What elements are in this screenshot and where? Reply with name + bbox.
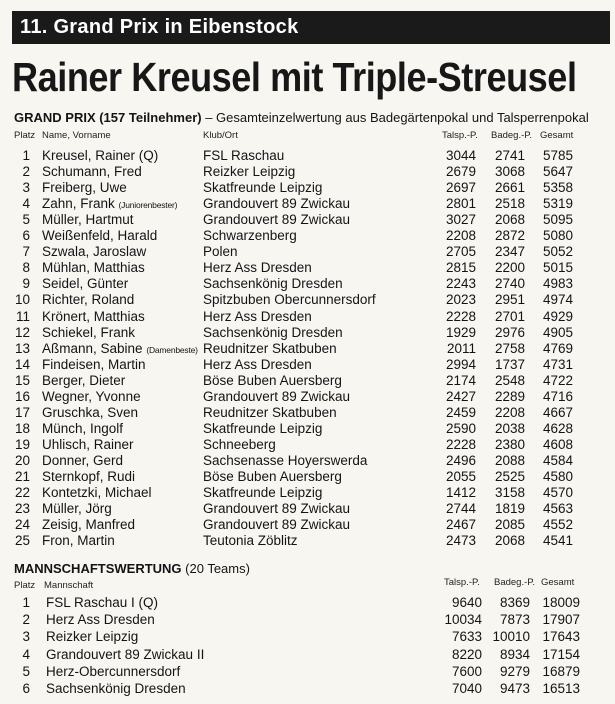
team-col-place: Platz	[14, 580, 36, 591]
row-name	[42, 211, 134, 228]
gp-col-tals: Talsp.-P.	[442, 130, 478, 141]
row-club: Reudnitzer Skatbuben	[203, 404, 337, 420]
row-total: 17643	[542, 629, 580, 645]
row-tals: 2174	[445, 372, 476, 388]
row-place: 17	[14, 404, 30, 420]
row-name-text: Richter, Roland	[42, 292, 135, 308]
table-row	[0, 179, 615, 196]
row-name	[42, 324, 135, 341]
row-name-text: Müller, Hartmut	[42, 212, 134, 228]
row-total: 4974	[542, 292, 573, 308]
table-row	[0, 291, 615, 308]
row-name-text: Uhlisch, Rainer	[42, 436, 134, 452]
row-place: 6	[22, 228, 30, 244]
row-name-text: Zeisig, Manfred	[42, 517, 136, 533]
row-bade: 2661	[494, 180, 525, 196]
gp-col-name: Name, Vorname	[42, 130, 111, 141]
table-row	[0, 500, 615, 517]
row-bade: 2208	[494, 404, 525, 420]
row-bade: 10010	[492, 629, 530, 645]
row-place: 5	[22, 663, 30, 679]
row-bade: 2068	[494, 212, 525, 228]
row-club: Grandouvert 89 Zwickau	[203, 517, 351, 533]
row-tals: 2243	[445, 276, 476, 292]
row-name	[42, 227, 157, 244]
row-club: Reizker Leipzig	[203, 164, 296, 180]
row-team: FSL Raschau I (Q)	[46, 595, 159, 610]
row-place: 13	[14, 340, 30, 356]
row-club: Polen	[203, 244, 238, 260]
table-row	[0, 646, 615, 663]
row-tals: 2055	[445, 469, 476, 484]
row-club: Sachsenasse Hoyerswerda	[203, 452, 368, 468]
table-row	[0, 468, 615, 485]
row-name	[42, 147, 158, 164]
row-name	[42, 500, 112, 517]
row-tals: 2744	[445, 501, 476, 517]
row-bade: 2701	[494, 308, 525, 324]
section-banner: 11. Grand Prix in Eibenstock	[12, 11, 610, 44]
gp-col-bade: Badeg.-P.	[491, 130, 533, 141]
row-total: 5095	[542, 212, 573, 228]
row-name	[42, 372, 125, 389]
table-row	[0, 211, 615, 228]
row-name-text: Schiekel, Frank	[42, 324, 136, 340]
row-bade: 2289	[494, 388, 525, 404]
row-total: 16879	[542, 663, 580, 679]
row-bade: 2088	[494, 452, 525, 468]
row-tals: 1412	[445, 485, 476, 501]
table-row	[0, 404, 615, 421]
row-bade: 2068	[494, 533, 525, 549]
row-name-text: Sternkopf, Rudi	[42, 469, 136, 484]
row-club: Sachsenkönig Dresden	[203, 276, 343, 292]
row-club: Sachsenkönig Dresden	[203, 324, 343, 340]
row-name-text: Fron, Martin	[42, 533, 115, 549]
row-tals: 2467	[445, 517, 476, 533]
row-name-text: Kontetzki, Michael	[42, 485, 152, 501]
row-bade: 8934	[499, 646, 530, 662]
table-row	[0, 388, 615, 405]
row-total: 5052	[542, 244, 573, 260]
row-total: 4541	[542, 533, 573, 549]
row-tals: 2496	[445, 452, 476, 468]
table-row	[0, 356, 615, 373]
row-bade: 3068	[494, 164, 525, 180]
row-total: 4628	[542, 420, 573, 436]
row-place: 12	[14, 324, 30, 340]
row-tals: 2011	[446, 340, 476, 356]
table-row	[0, 436, 615, 453]
row-name	[42, 291, 134, 308]
row-bade: 7873	[499, 612, 530, 628]
row-tals: 2994	[445, 356, 476, 372]
team-col-team: Mannschaft	[44, 580, 94, 591]
row-note: (Damenbeste)	[146, 344, 198, 355]
row-total: 4584	[542, 452, 573, 468]
row-place: 5	[22, 212, 30, 228]
row-name-text: Wegner, Yvonne	[42, 388, 141, 404]
row-total: 5647	[542, 164, 573, 180]
table-row	[0, 147, 615, 164]
row-place: 3	[22, 629, 30, 645]
row-tals: 2228	[445, 436, 476, 452]
row-name-text: Kreusel, Rainer (Q)	[42, 148, 159, 163]
row-bade: 2085	[494, 517, 525, 533]
row-bade: 2200	[494, 260, 525, 276]
team-title-bold: MANNSCHAFTSWERTUNG	[14, 561, 182, 576]
row-club: Herz Ass Dresden	[203, 356, 312, 372]
row-club: Grandouvert 89 Zwickau	[203, 501, 351, 517]
row-bade: 1737	[494, 356, 525, 372]
row-tals: 2228	[445, 308, 476, 324]
row-total: 17907	[542, 612, 580, 628]
row-tals: 2427	[445, 388, 476, 404]
row-place: 18	[14, 420, 30, 436]
table-row	[0, 420, 615, 437]
row-tals: 2590	[445, 420, 476, 436]
row-bade: 2951	[494, 292, 525, 308]
row-place: 25	[14, 533, 30, 549]
row-place: 20	[14, 452, 30, 468]
row-bade: 2347	[494, 244, 525, 260]
row-place: 10	[14, 292, 30, 308]
row-club: Skatfreunde Leipzig	[203, 180, 323, 196]
row-name	[42, 532, 115, 549]
row-bade: 3158	[494, 485, 525, 501]
row-name	[42, 420, 123, 437]
table-row	[0, 484, 615, 501]
row-place: 21	[14, 469, 30, 484]
row-total: 4570	[542, 485, 573, 501]
row-tals: 7633	[451, 629, 482, 645]
team-col-total: Gesamt	[541, 577, 575, 588]
row-bade: 2038	[494, 420, 525, 436]
row-name	[42, 356, 146, 373]
row-tals: 2697	[445, 180, 476, 196]
row-tals: 7600	[451, 663, 482, 679]
row-bade: 2548	[494, 372, 525, 388]
row-place: 4	[22, 646, 30, 662]
row-tals: 2208	[445, 228, 476, 244]
row-total: 17154	[542, 646, 580, 662]
row-club: Herz Ass Dresden	[203, 308, 312, 324]
row-name	[42, 259, 145, 276]
row-tals: 8220	[451, 646, 482, 662]
table-row	[0, 452, 615, 469]
row-bade: 2525	[494, 469, 525, 484]
row-club: Skatfreunde Leipzig	[203, 485, 323, 501]
row-name	[42, 308, 145, 325]
row-name-text: Szwala, Jaroslaw	[42, 244, 147, 260]
row-tals: 2679	[445, 164, 476, 180]
row-name-text: Zahn, Frank	[42, 196, 115, 212]
row-name	[42, 468, 135, 485]
table-row	[0, 372, 615, 389]
row-bade: 9279	[499, 663, 530, 679]
row-tals: 2473	[445, 533, 476, 549]
row-name-text: Gruschka, Sven	[42, 404, 139, 420]
row-name-text: Münch, Ingolf	[42, 420, 124, 436]
row-team: Herz-Obercunnersdorf	[46, 663, 181, 679]
row-tals: 3044	[445, 148, 476, 163]
row-name-text: Krönert, Matthias	[42, 308, 145, 324]
row-name-text: Findeisen, Martin	[42, 356, 146, 372]
table-row	[0, 227, 615, 244]
row-name-text: Freiberg, Uwe	[42, 180, 127, 196]
table-row	[0, 532, 615, 549]
row-tals: 2459	[445, 404, 476, 420]
row-place: 2	[22, 164, 30, 180]
row-name-text: Schumann, Fred	[42, 164, 142, 180]
row-total: 5358	[542, 180, 573, 196]
row-total: 4731	[542, 356, 573, 372]
row-total: 5080	[542, 228, 573, 244]
row-note: (Juniorenbester)	[118, 200, 178, 211]
table-row	[0, 195, 615, 212]
table-row	[0, 275, 615, 292]
table-row	[0, 324, 615, 341]
row-tals: 9640	[451, 595, 482, 610]
row-total: 4667	[542, 404, 573, 420]
row-tals: 3027	[445, 212, 476, 228]
gp-title-rest: – Gesamteinzelwertung aus Badegärtenpokal und Talsperrenpokal	[201, 110, 589, 125]
row-total: 4716	[542, 388, 573, 404]
row-place: 3	[22, 180, 30, 196]
row-place: 22	[14, 485, 30, 501]
row-place: 24	[14, 517, 30, 533]
row-place: 1	[22, 595, 30, 610]
team-col-tals: Talsp.-P.	[444, 577, 480, 588]
row-club: Herz Ass Dresden	[203, 260, 312, 276]
row-total: 4722	[542, 372, 573, 388]
row-tals: 10034	[444, 612, 482, 628]
row-total: 4580	[542, 469, 573, 484]
row-total: 4563	[542, 501, 573, 517]
row-name	[42, 516, 135, 533]
gp-section-title	[14, 110, 589, 125]
row-club: FSL Raschau	[203, 148, 285, 163]
row-team: Reizker Leipzig	[46, 629, 139, 645]
row-total: 18009	[542, 595, 580, 610]
team-col-bade: Badeg.-P.	[494, 577, 536, 588]
row-bade: 2741	[494, 148, 525, 163]
row-total: 5015	[542, 260, 573, 276]
row-place: 14	[14, 356, 30, 372]
row-tals: 2801	[445, 196, 476, 212]
row-name-text: Donner, Gerd	[42, 452, 124, 468]
table-row	[0, 259, 615, 276]
row-club: Schneeberg	[203, 436, 276, 452]
table-row	[0, 516, 615, 533]
row-club: Schwarzenberg	[203, 228, 297, 244]
gp-title-bold: GRAND PRIX (157 Teilnehmer)	[14, 110, 202, 125]
gp-col-place: Platz	[14, 130, 36, 141]
row-name-text: Mühlan, Matthias	[42, 260, 145, 276]
table-row	[0, 611, 615, 628]
table-row	[0, 163, 615, 180]
row-name	[42, 404, 138, 421]
row-name	[42, 243, 146, 260]
table-row	[0, 308, 615, 325]
row-bade: 2872	[494, 228, 525, 244]
row-bade: 8369	[499, 595, 530, 610]
row-name-text: Aßmann, Sabine	[42, 340, 143, 356]
gp-col-total: Gesamt	[540, 130, 574, 141]
team-section-title	[14, 561, 250, 576]
row-total: 4769	[542, 340, 573, 356]
row-name	[42, 452, 123, 469]
row-place: 11	[15, 308, 30, 324]
row-total: 4608	[542, 436, 573, 452]
row-tals: 7040	[451, 681, 482, 696]
row-tals: 2815	[445, 260, 476, 276]
row-total: 4552	[542, 517, 573, 533]
row-name	[42, 436, 134, 453]
row-place: 7	[22, 244, 30, 260]
row-name-text: Müller, Jörg	[42, 501, 112, 517]
row-name	[42, 179, 127, 196]
row-name	[42, 275, 128, 292]
row-bade: 2740	[494, 276, 525, 292]
table-row	[0, 628, 615, 645]
table-row	[0, 243, 615, 260]
row-team: Grandouvert 89 Zwickau II	[46, 646, 205, 662]
row-bade: 1819	[494, 501, 525, 517]
row-club: Grandouvert 89 Zwickau	[203, 196, 351, 212]
row-place: 16	[14, 388, 30, 404]
row-place: 1	[22, 148, 30, 163]
table-row	[0, 680, 615, 697]
row-bade: 2518	[494, 196, 525, 212]
row-bade: 2758	[494, 340, 525, 356]
gp-col-club: Klub/Ort	[203, 130, 238, 141]
row-club: Grandouvert 89 Zwickau	[203, 388, 351, 404]
row-total: 16513	[542, 681, 580, 696]
row-club: Skatfreunde Leipzig	[203, 420, 323, 436]
row-place: 4	[22, 196, 30, 212]
row-bade: 2976	[494, 324, 525, 340]
row-team: Herz Ass Dresden	[46, 612, 155, 628]
row-place: 6	[22, 681, 30, 696]
row-total: 5319	[542, 196, 573, 212]
team-title-rest: (20 Teams)	[181, 561, 250, 576]
row-bade: 2380	[494, 436, 525, 452]
row-place: 23	[14, 501, 30, 517]
row-total: 4983	[542, 276, 573, 292]
row-name	[42, 388, 141, 405]
table-row	[0, 594, 615, 611]
row-club: Böse Buben Auersberg	[203, 469, 342, 484]
row-name-text: Berger, Dieter	[42, 372, 126, 388]
row-place: 8	[22, 260, 30, 276]
row-team: Sachsenkönig Dresden	[46, 681, 186, 696]
row-name	[42, 484, 152, 501]
row-club: Teutonia Zöblitz	[203, 533, 298, 549]
row-bade: 9473	[499, 681, 530, 696]
row-name-text: Seidel, Günter	[42, 276, 129, 292]
row-club: Reudnitzer Skatbuben	[203, 340, 337, 356]
row-place: 15	[14, 372, 30, 388]
row-name	[42, 163, 142, 180]
table-row	[0, 340, 615, 357]
row-total: 4905	[542, 324, 573, 340]
row-total: 4929	[542, 308, 573, 324]
row-name-text: Weißenfeld, Harald	[42, 228, 158, 244]
row-tals: 1929	[445, 324, 476, 340]
headline: Rainer Kreusel mit Triple-Streusel	[12, 54, 577, 100]
row-club: Böse Buben Auersberg	[203, 372, 342, 388]
row-total: 5785	[542, 148, 573, 163]
row-tals: 2705	[445, 244, 476, 260]
row-club: Grandouvert 89 Zwickau	[203, 212, 351, 228]
row-tals: 2023	[445, 292, 476, 308]
row-place: 9	[22, 276, 30, 292]
row-place: 19	[14, 436, 30, 452]
row-club: Spitzbuben Obercunnersdorf	[203, 292, 376, 308]
table-row	[0, 663, 615, 680]
row-place: 2	[22, 612, 30, 628]
